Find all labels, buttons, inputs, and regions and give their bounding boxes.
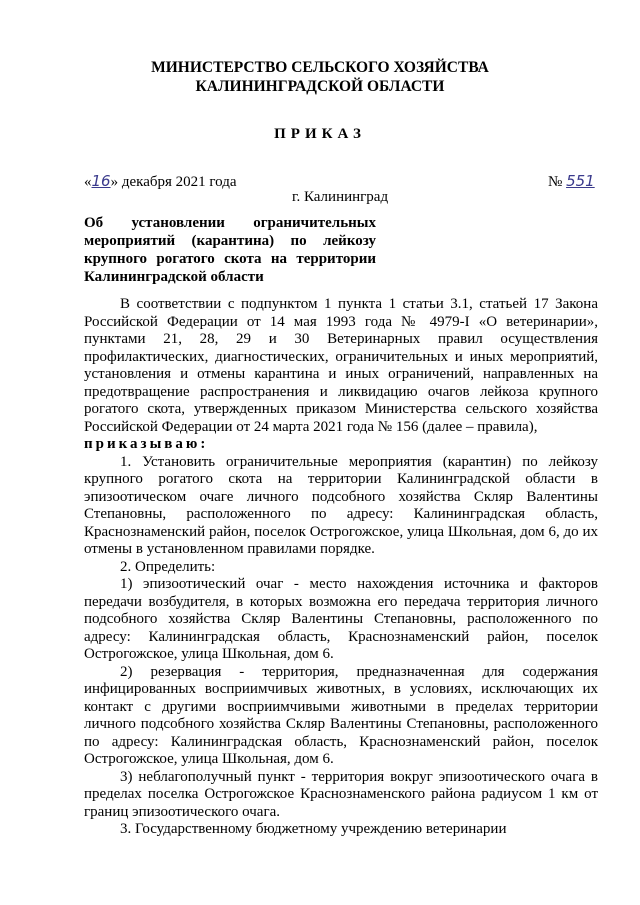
org-line-2: КАЛИНИНГРАДСКОЙ ОБЛАСТИ	[195, 78, 445, 95]
number-prefix: №	[548, 174, 563, 190]
subject-line-1: Об установлении ограничительных	[84, 215, 376, 231]
date-day: 16	[91, 172, 111, 190]
date-open-quote: «	[84, 174, 92, 190]
item-2-2: 2) резервация - территория, предназначенная для содержания инфицированных восприимчивых животных, в условиях, исключающих их контакт с другими восприимчивыми животными в пределах территории личного подсобного хозяйства Скляр Валентины Степановны, расположенного по адресу: Калининградская область, Краснознаменский район, поселок Острогожское, улица Школьная, дом 6.	[84, 663, 598, 767]
document-number	[548, 172, 595, 191]
order-word: приказываю:	[84, 436, 209, 452]
number-value: 551	[566, 172, 595, 190]
item-2-1: 1) эпизоотический очаг - место нахождения источника и факторов передачи возбудителя, в которых возможна его передача территория личного подсобного хозяйства Скляр Валентины Степановны, расположенного по адресу: Калининградская область, Краснознаменский район, поселок Острогожское, улица Школьная, дом 6.	[84, 576, 598, 662]
item-2-3: 3) неблагополучный пункт - территория вокруг эпизоотического очага в пределах поселка Острогожское Краснознаменского района радиусом 1 км от границ эпизоотического очага.	[84, 768, 598, 820]
item-1: 1. Установить ограничительные мероприятия (карантин) по лейкозу крупного рогатого скота на территории Калининградской области в эпизоотическом очаге личного подсобного хозяйства Скляр Валентины Степановны, расположенного по адресу: Калининградская область, Краснознаменский район, поселок Острогожское, улица Школьная, дом 6, до их отмены в установленном правилами порядке.	[84, 453, 598, 557]
subject-line-4: Калининградской области	[84, 269, 264, 285]
org-line-1: МИНИСТЕРСТВО СЕЛЬСКОГО ХОЗЯЙСТВА	[151, 59, 489, 76]
document-type-title: ПРИКАЗ	[274, 126, 366, 142]
subject-line-2: мероприятий (карантина) по лейкозу	[84, 233, 376, 249]
intro-text: В соответствии с подпунктом 1 пункта 1 статьи 3.1, статьей 17 Закона Российской Федерации от 14 мая 1993 года № 4979-I «О ветеринарии», пунктами 21, 28, 29 и 30 Ветеринарных правил осуществления профилактических, диагностических, ограничительных и иных мероприятий, установления и отмены карантина и иных ограничений, направленных на предотвращение распространения и ликвидацию очагов лейкоза крупного рогатого скота, утвержденных приказом Министерства сельского хозяйства Российской Федерации от 24 марта 2021 года № 156 (далее – правила),	[84, 296, 598, 435]
date-rest: » декабря 2021 года	[110, 174, 237, 190]
document-city: г. Калининград	[292, 189, 389, 205]
order-paragraph	[84, 436, 598, 454]
document-date	[84, 172, 237, 191]
document-body	[84, 296, 598, 839]
intro-paragraph	[84, 296, 598, 436]
document-subject	[84, 214, 376, 286]
organization-header	[0, 58, 640, 96]
subject-line-3: крупного рогатого скота на территории	[84, 251, 376, 267]
item-2: 2. Определить:	[120, 558, 216, 575]
item-3: 3. Государственному бюджетному учреждению ветеринарии	[120, 821, 507, 837]
